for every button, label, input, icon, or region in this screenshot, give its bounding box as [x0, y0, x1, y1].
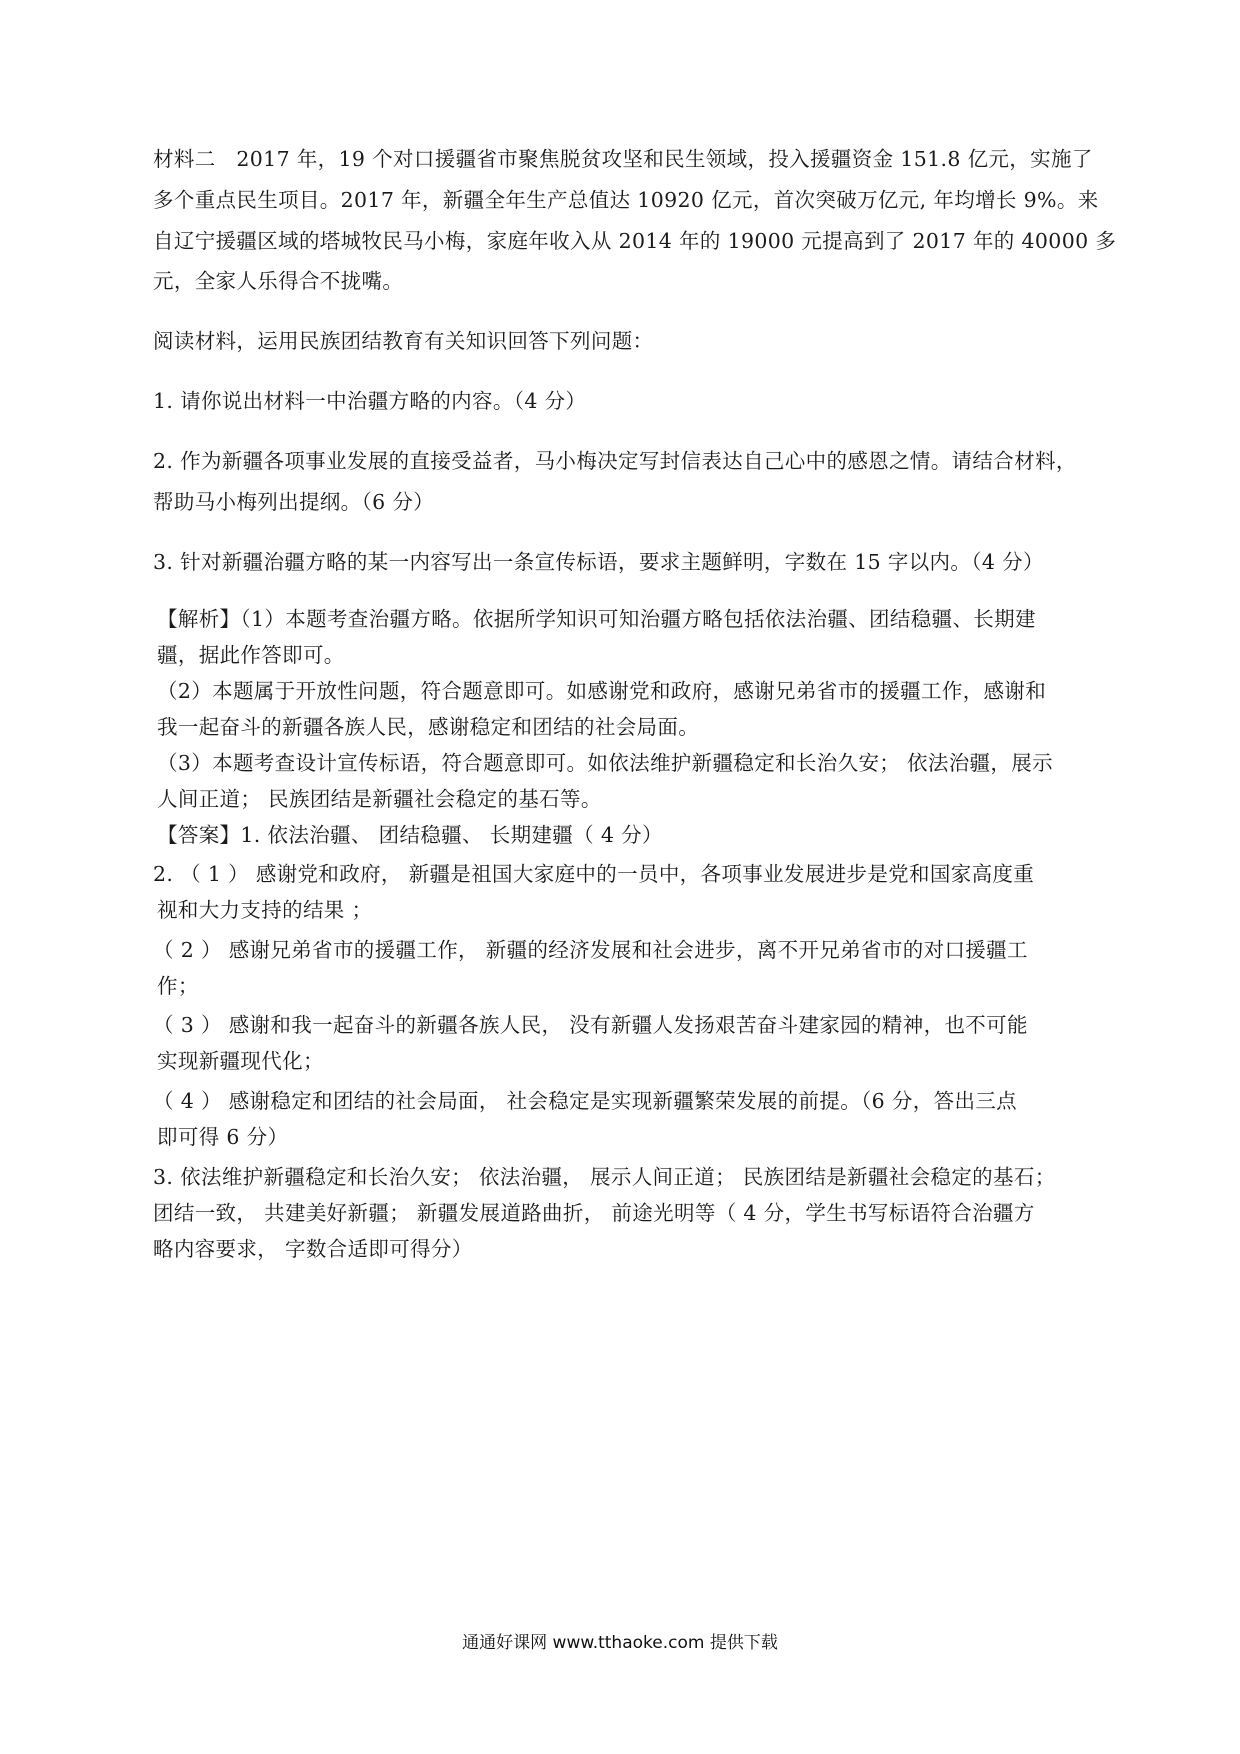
analysis-line: 【解析】（1）本题考查治疆方略。依据所学知识可知治疆方略包括依法治疆、团结稳疆、长期建: [157, 607, 1036, 631]
analysis-line: （3）本题考查设计宣传标语，符合题意即可。如依法维护新疆稳定和长治久安； 依法治疆，展示: [157, 751, 1053, 775]
answer-line: 视和大力支持的结果 ；: [157, 898, 373, 922]
answer-line: 【答案】1. 依法治疆、 团结稳疆、 长期建疆（ 4 分）: [157, 823, 663, 847]
text-line: 自辽宁援疆区域的塔城牧民马小梅，家庭年收入从 2014 年的 19000 元提高到了 2017 年的 40000 多: [153, 229, 1117, 253]
text-line: 多个重点民生项目。2017 年，新疆全年生产总值达 10920 亿元，首次突破万亿元, 年均增长 9%。来: [153, 188, 1099, 212]
question-1: 1. 请你说出材料一中治疆方略的内容。（4 分）: [153, 389, 587, 413]
analysis-line: 人间正道； 民族团结是新疆社会稳定的基石等。: [157, 787, 602, 811]
answer-line: （ 2 ） 感谢兄弟省市的援疆工作， 新疆的经济发展和社会进步，离不开兄弟省市的对口援疆工: [153, 938, 1028, 962]
answer-line: 2. （ 1 ） 感谢党和政府， 新疆是祖国大家庭中的一员中，各项事业发展进步是党和国家高度重: [153, 862, 1035, 886]
answer-line: 3. 依法维护新疆稳定和长治久安； 依法治疆， 展示人间正道； 民族团结是新疆社会稳定的基石；: [153, 1165, 1056, 1189]
analysis-line: （2）本题属于开放性问题，符合题意即可。如感谢党和政府，感谢兄弟省市的援疆工作，感谢和: [157, 679, 1047, 703]
text-line: 材料二 2017 年，19 个对口援疆省市聚焦脱贫攻坚和民生领域，投入援疆资金 151.8 亿元，实施了: [153, 147, 1093, 171]
answer-line: （ 3 ） 感谢和我一起奋斗的新疆各族人民， 没有新疆人发扬艰苦奋斗建家园的精神，也不可能: [153, 1013, 1028, 1037]
answer-line: 略内容要求， 字数合适即可得分）: [153, 1237, 473, 1261]
answer-line: 作；: [157, 974, 199, 998]
question-3: 3. 针对新疆治疆方略的某一内容写出一条宣传标语，要求主题鲜明，字数在 15 字以内。（4 分）: [153, 550, 1044, 574]
answer-line: （ 4 ） 感谢稳定和团结的社会局面， 社会稳定是实现新疆繁荣发展的前提。（6 分，答出三点: [153, 1089, 1018, 1113]
answer-line: 即可得 6 分）: [157, 1125, 289, 1149]
page-footer: 通通好课网 www.tthaoke.com 提供下载: [462, 1633, 778, 1653]
instruction-text: 阅读材料，运用民族团结教育有关知识回答下列问题：: [153, 329, 654, 353]
analysis-line: 我一起奋斗的新疆各族人民，感谢稳定和团结的社会局面。: [157, 715, 700, 739]
analysis-line: 疆，据此作答即可。: [157, 643, 345, 667]
answer-line: 实现新疆现代化；: [157, 1049, 324, 1073]
text-line: 元，全家人乐得合不拢嘴。: [153, 269, 404, 293]
question-2-line-2: 帮助马小梅列出提纲。（6 分）: [153, 490, 435, 514]
answer-line: 团结一致， 共建美好新疆； 新疆发展道路曲折， 前途光明等（ 4 分，学生书写标语符合治疆方: [153, 1201, 1035, 1225]
question-2-line-1: 2. 作为新疆各项事业发展的直接受益者，马小梅决定写封信表达自己心中的感恩之情。请结合材料，: [153, 449, 1077, 473]
